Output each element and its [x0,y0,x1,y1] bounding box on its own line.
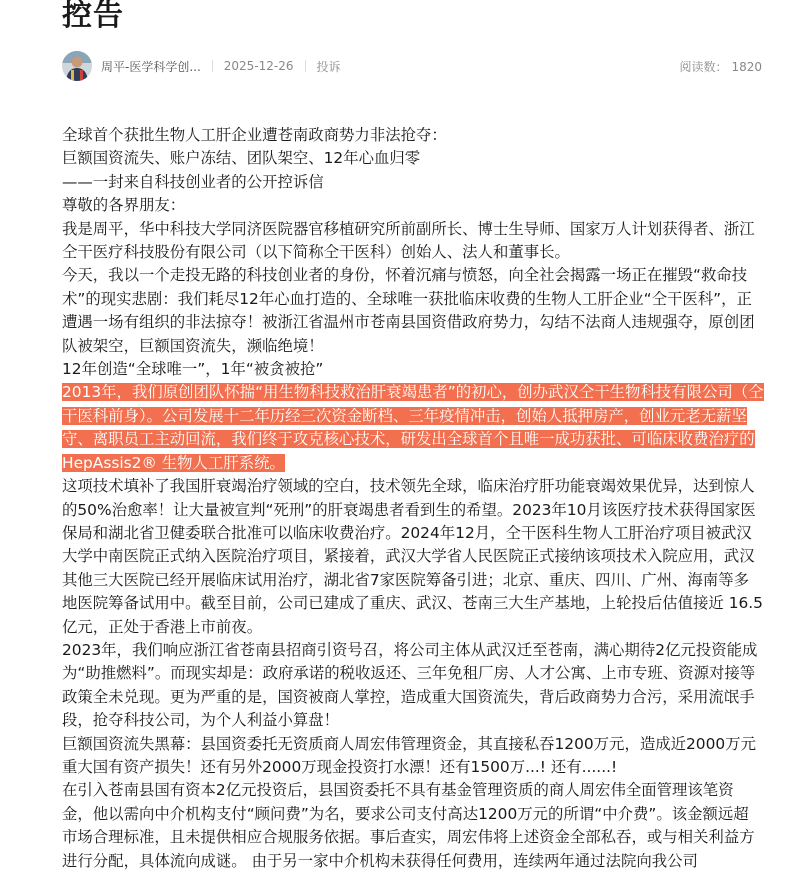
article-body [62,124,764,873]
body-paragraph: ——一封来自科技创业者的公开控诉信 [62,172,324,191]
body-paragraph: 2023年，我们响应浙江省苍南县招商引资号召，将公司主体从武汉迁至苍南，满心期待2亿元投资能成为“助推燃料”。而现实却是：政府承诺的税收返还、三年免租厂房、人才公寓、上市专班、资源对接等政策全未兑现。更为严重的是，国资被商人掌控，造成重大国资流失，背后政商势力合污，采用流氓手段，抢夺科技公司，为个人利益小算盘！ [62,640,758,730]
body-paragraph: 在引入苍南县国有资本2亿元投资后，县国资委托不具有基金管理资质的商人周宏伟全面管理该笔资金，他以需向中介机构支付“顾问费”为名，要求公司支付高达1200万元的所谓“中介费”。该金额远超市场合理标准，且未提供相应合规服务依据。事后查实，周宏伟将上述资金全部私吞，或与相关利益方进行分配，具体流向成谜。 由于另一家中介机构未获得任何费用，连续两年通过法院向我公司 [62,781,755,870]
publish-date: 2025-12-26 [223,59,294,73]
read-count [679,58,762,75]
read-count-value: 1820 [731,59,762,74]
read-count-label: 阅读数： [679,59,728,74]
highlighted-paragraph [62,381,764,475]
text-selection-highlight: 2013年，我们原创团队怀揣“用生物科技救治肝衰竭患者”的初心，创办武汉仝干生物科技有限公司（仝干医科前身）。公司发展十二年历经三次资金断档、三年疫情冲击，创始人抵押房产，创业元老无薪坚守、离职员工主动回流，我们终于攻克核心技术，研发出全球首个且唯一成功获批、可临床收费治疗的 HepAssis2® 生物人工肝系统。 [62,383,764,472]
body-paragraph: 我是周平，华中科技大学同济医院器官移植研究所前副所长、博士生导师、国家万人计划获得者、浙江仝干医疗科技股份有限公司（以下简称仝干医科）创始人、法人和董事长。 [62,219,755,262]
body-paragraph: 今天，我以一个走投无路的科技创业者的身份，怀着沉痛与愤怒，向全社会揭露一场正在摧毁“救命技术”的现实悲剧：我们耗尽12年心血打造的、全球唯一获批临床收费的生物人工肝企业“仝干医科”，正遭遇一场有组织的非法掠夺！被浙江省温州市苍南县国资借政府势力，勾结不法商人违规强夺，原创团队被架空，巨额国资流失，濒临绝境！ [62,266,755,355]
body-paragraph: 尊敬的各界朋友： [62,196,186,215]
meta-divider [305,60,306,72]
article-meta [62,50,762,82]
author-name[interactable]: 周平-医学科学创... [101,59,201,74]
category-tag[interactable]: 投诉 [316,59,341,74]
body-paragraph: 全球首个获批生物人工肝企业遭苍南政商势力非法抢夺： [62,126,447,144]
avatar-photo-icon [62,51,92,81]
body-paragraph: 巨额国资流失黑幕：县国资委托无资质商人周宏伟管理资金，其直接私吞1200万元，造成近2000万元重大国有资产损失！还有另外2000万现金投资打水漂！还有1500万...! 还有......! [62,734,756,776]
article-title: 控告 [62,0,124,33]
body-paragraph: 12年创造“全球唯一”，1年“被贪被抢” [62,360,324,379]
author-avatar[interactable] [62,51,92,81]
meta-divider [212,60,213,72]
body-paragraph: 这项技术填补了我国肝衰竭治疗领域的空白，技术领先全球，临床治疗肝功能衰竭效果优异，达到惊人的50%治愈率！让大量被宣判“死刑”的肝衰竭患者看到生的希望。2023年10月该医疗技术获得国家医保局和湖北省卫健委联合批准可以临床收费治疗。2024年12月，仝干医科生物人工肝治疗项目被武汉大学中南医院正式纳入医院治疗项目，紧接着，武汉大学省人民医院正式接纳该项技术入院应用，武汉其他三大医院已经开展临床试用治疗，湖北省7家医院筹备引进；北京、重庆、四川、广州、海南等多地医院筹备试用中。截至目前，公司已建成了重庆、武汉、苍南三大生产基地，上轮投后估值接近 16.5 亿元，正处于香港上市前夜。 [62,477,763,636]
body-paragraph: 巨额国资流失、账户冻结、团队架空、12年心血归零 [62,149,421,168]
